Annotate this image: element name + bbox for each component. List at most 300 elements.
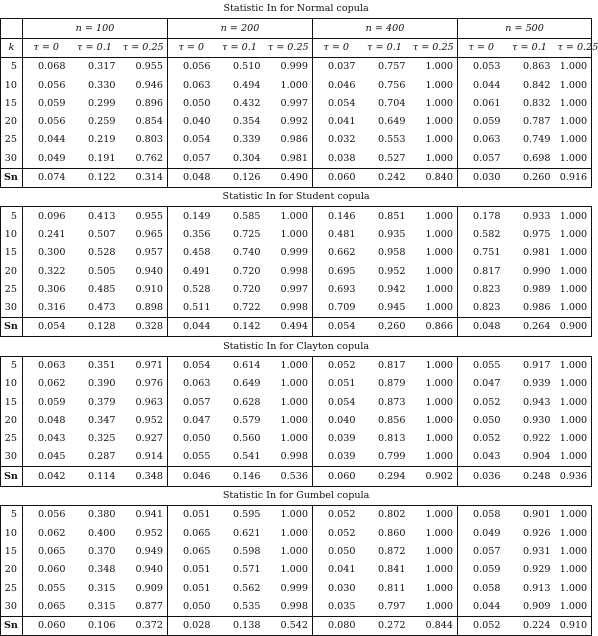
table-cell: 1.000 — [280, 414, 308, 426]
table-cell: 0.585 — [233, 210, 261, 222]
k-value: 25 — [1, 131, 23, 149]
table-cell: 0.823 — [458, 280, 505, 298]
table-cell: 0.817 — [458, 262, 505, 280]
table-cell: 0.050 — [168, 430, 215, 448]
table-cell: 0.330 — [88, 79, 116, 91]
table-cell: 0.061 — [458, 94, 505, 112]
table-cell: 0.976 — [135, 378, 163, 390]
k-value: 30 — [1, 149, 23, 168]
table-cell: 0.044 — [458, 598, 505, 617]
sn-cell: 0.060 — [313, 168, 360, 187]
table-cell: 0.040 — [313, 412, 360, 430]
table-row — [1, 524, 592, 542]
table-cell: 0.693 — [313, 280, 360, 298]
sn-cell: 0.900 — [555, 318, 592, 337]
sn-cell: 0.348 — [120, 467, 168, 486]
table-cell: 0.909 — [505, 598, 555, 617]
tau-header: τ = 0 — [458, 38, 505, 57]
table-cell: 0.998 — [280, 265, 308, 277]
table-cell: 1.000 — [555, 543, 592, 561]
table-row — [1, 448, 592, 467]
table-cell: 0.053 — [458, 57, 505, 76]
sn-cell: 0.028 — [168, 616, 215, 635]
table-cell: 0.356 — [168, 226, 215, 244]
table-cell: 0.802 — [378, 509, 406, 521]
table-cell: 0.178 — [458, 207, 505, 226]
table-cell: 0.325 — [88, 433, 116, 445]
table-cell: 1.000 — [280, 545, 308, 557]
sn-row — [1, 318, 592, 337]
table-cell: 0.056 — [168, 57, 215, 76]
sn-cell: 0.242 — [360, 168, 410, 187]
table-cell: 0.048 — [23, 412, 70, 430]
table-cell: 0.051 — [168, 506, 215, 525]
sn-cell: 0.044 — [168, 318, 215, 337]
k-value: 15 — [1, 244, 23, 262]
table-cell: 1.000 — [425, 228, 453, 240]
table-cell: 0.054 — [313, 393, 360, 411]
table-cell: 1.000 — [555, 524, 592, 542]
table-cell: 1.000 — [280, 228, 308, 240]
table-cell: 0.704 — [378, 97, 406, 109]
sn-cell: 0.054 — [23, 318, 70, 337]
section-title: Statistic In for Gumbel copula — [1, 486, 592, 505]
table-cell: 0.986 — [280, 134, 308, 146]
table-row — [1, 561, 592, 579]
table-row — [1, 598, 592, 617]
table-cell: 0.541 — [215, 448, 265, 467]
table-cell: 0.751 — [458, 244, 505, 262]
table-cell: 1.000 — [555, 244, 592, 262]
table-cell: 0.720 — [233, 283, 261, 295]
table-cell: 1.000 — [425, 283, 453, 295]
k-value: 20 — [1, 561, 23, 579]
k-value: 15 — [1, 543, 23, 561]
sn-cell: 0.122 — [70, 168, 120, 187]
table-cell: 0.942 — [378, 283, 406, 295]
table-cell: 1.000 — [425, 582, 453, 594]
tau-header: τ = 0.1 — [70, 38, 120, 57]
table-cell: 0.043 — [23, 430, 70, 448]
table-cell: 0.946 — [135, 79, 163, 91]
table-cell: 0.851 — [378, 210, 406, 222]
n-group-header-row — [1, 19, 592, 38]
table-cell: 0.817 — [378, 359, 406, 371]
table-cell: 1.000 — [410, 149, 458, 168]
table-cell: 1.000 — [425, 396, 453, 408]
table-cell: 1.000 — [555, 579, 592, 597]
table-cell: 0.354 — [233, 116, 261, 128]
sn-cell: 0.844 — [410, 616, 458, 635]
sn-cell: 0.224 — [505, 616, 555, 635]
sn-cell: 0.048 — [458, 318, 505, 337]
table-cell: 0.287 — [70, 448, 120, 467]
table-cell: 0.998 — [265, 299, 313, 318]
k-value: 30 — [1, 448, 23, 467]
k-value: 10 — [1, 76, 23, 94]
table-cell: 0.842 — [523, 79, 551, 91]
sn-cell: 0.146 — [215, 467, 265, 486]
table-cell: 0.059 — [458, 113, 505, 131]
table-cell: 0.315 — [88, 582, 116, 594]
table-cell: 0.709 — [313, 299, 360, 318]
k-value: 20 — [1, 113, 23, 131]
section-title: Statistic In for Normal copula — [1, 0, 592, 19]
table-cell: 0.505 — [88, 265, 116, 277]
sn-cell: 0.536 — [265, 467, 313, 486]
table-cell: 1.000 — [280, 509, 308, 521]
sn-label: Sn — [1, 616, 23, 635]
sn-label: Sn — [1, 467, 23, 486]
table-cell: 1.000 — [425, 210, 453, 222]
table-row — [1, 375, 592, 393]
sn-cell: 0.902 — [410, 467, 458, 486]
table-cell: 0.058 — [458, 579, 505, 597]
table-cell: 0.347 — [88, 414, 116, 426]
table-cell: 0.052 — [458, 430, 505, 448]
sn-cell: 0.372 — [120, 616, 168, 635]
table-cell: 0.986 — [505, 299, 555, 318]
tau-header: τ = 0.1 — [215, 38, 265, 57]
table-cell: 0.057 — [168, 393, 215, 411]
table-cell: 0.927 — [135, 433, 163, 445]
table-cell: 0.811 — [378, 582, 406, 594]
table-row — [1, 113, 592, 131]
table-cell: 0.348 — [88, 564, 116, 576]
table-cell: 0.582 — [458, 226, 505, 244]
table-cell: 1.000 — [425, 247, 453, 259]
table-cell: 1.000 — [280, 359, 308, 371]
table-cell: 0.041 — [313, 561, 360, 579]
table-cell: 0.720 — [233, 265, 261, 277]
table-cell: 0.560 — [233, 433, 261, 445]
table-cell: 0.055 — [168, 448, 215, 467]
table-cell: 0.045 — [23, 448, 70, 467]
table-cell: 1.000 — [425, 509, 453, 521]
table-cell: 0.527 — [360, 149, 410, 168]
k-value: 5 — [1, 506, 23, 525]
section-title-row — [1, 337, 592, 356]
table-cell: 0.062 — [23, 375, 70, 393]
table-cell: 0.040 — [168, 113, 215, 131]
k-value: 5 — [1, 57, 23, 76]
table-cell: 0.571 — [233, 564, 261, 576]
table-cell: 0.963 — [135, 396, 163, 408]
table-cell: 0.315 — [70, 598, 120, 617]
table-cell: 0.063 — [168, 76, 215, 94]
table-cell: 0.056 — [23, 113, 70, 131]
table-cell: 0.390 — [88, 378, 116, 390]
tau-header: τ = 0.25 — [555, 38, 592, 57]
table-cell: 0.063 — [168, 375, 215, 393]
table-cell: 0.813 — [378, 433, 406, 445]
table-cell: 0.068 — [23, 57, 70, 76]
table-cell: 0.191 — [70, 149, 120, 168]
table-cell: 0.054 — [168, 356, 215, 375]
table-cell: 0.649 — [378, 116, 406, 128]
table-row — [1, 430, 592, 448]
sn-cell: 0.060 — [23, 616, 70, 635]
k-value: 5 — [1, 207, 23, 226]
table-cell: 1.000 — [425, 61, 453, 73]
section-title-row — [1, 187, 592, 206]
table-cell: 0.059 — [23, 393, 70, 411]
table-cell: 0.050 — [313, 543, 360, 561]
table-cell: 0.473 — [70, 299, 120, 318]
table-cell: 0.941 — [135, 509, 163, 521]
table-row — [1, 356, 592, 375]
table-row — [1, 94, 592, 112]
sn-cell: 0.074 — [23, 168, 70, 187]
k-value: 10 — [1, 375, 23, 393]
table-cell: 0.872 — [378, 545, 406, 557]
table-cell: 0.981 — [523, 247, 551, 259]
table-cell: 0.535 — [215, 598, 265, 617]
sn-cell: 0.054 — [313, 318, 360, 337]
table-cell: 0.055 — [23, 579, 70, 597]
table-cell: 1.000 — [555, 412, 592, 430]
table-cell: 1.000 — [280, 527, 308, 539]
table-cell: 1.000 — [425, 414, 453, 426]
table-cell: 1.000 — [555, 76, 592, 94]
sn-cell: 0.490 — [265, 168, 313, 187]
tau-header: τ = 0 — [168, 38, 215, 57]
k-value: 25 — [1, 579, 23, 597]
sn-row — [1, 616, 592, 635]
sn-cell: 0.840 — [410, 168, 458, 187]
table-cell: 0.059 — [458, 561, 505, 579]
table-cell: 0.050 — [168, 598, 215, 617]
table-cell: 0.146 — [313, 207, 360, 226]
table-row — [1, 57, 592, 76]
table-cell: 0.939 — [523, 378, 551, 390]
sn-cell: 0.114 — [70, 467, 120, 486]
k-value: 15 — [1, 94, 23, 112]
sn-cell: 0.314 — [120, 168, 168, 187]
table-cell: 0.943 — [523, 396, 551, 408]
table-row — [1, 412, 592, 430]
table-cell: 0.507 — [88, 228, 116, 240]
table-cell: 0.241 — [23, 226, 70, 244]
tau-header-row — [1, 38, 592, 57]
sn-cell: 0.272 — [360, 616, 410, 635]
table-cell: 0.823 — [458, 299, 505, 318]
table-cell: 0.041 — [313, 113, 360, 131]
table-cell: 0.860 — [378, 527, 406, 539]
table-cell: 0.032 — [313, 131, 360, 149]
table-cell: 0.058 — [458, 506, 505, 525]
table-cell: 0.059 — [23, 94, 70, 112]
table-cell: 0.989 — [523, 283, 551, 295]
table-cell: 1.000 — [425, 134, 453, 146]
table-cell: 0.965 — [135, 228, 163, 240]
table-cell: 0.047 — [458, 375, 505, 393]
table-cell: 1.000 — [425, 116, 453, 128]
table-cell: 0.306 — [23, 280, 70, 298]
table-cell: 0.528 — [88, 247, 116, 259]
table-cell: 0.339 — [233, 134, 261, 146]
table-cell: 0.511 — [168, 299, 215, 318]
table-cell: 0.051 — [168, 579, 215, 597]
table-cell: 0.904 — [505, 448, 555, 467]
table-cell: 0.997 — [280, 97, 308, 109]
sn-cell: 0.264 — [505, 318, 555, 337]
table-cell: 0.065 — [23, 598, 70, 617]
table-cell: 0.952 — [135, 527, 163, 539]
table-cell: 1.000 — [555, 598, 592, 617]
table-cell: 0.317 — [88, 61, 116, 73]
table-cell: 1.000 — [425, 265, 453, 277]
table-cell: 0.756 — [378, 79, 406, 91]
table-cell: 0.998 — [265, 448, 313, 467]
sn-cell: 0.542 — [265, 616, 313, 635]
k-header: k — [1, 38, 23, 57]
tau-header: τ = 0 — [23, 38, 70, 57]
table-cell: 0.052 — [313, 506, 360, 525]
table-cell: 0.259 — [88, 116, 116, 128]
table-cell: 1.000 — [410, 448, 458, 467]
table-cell: 0.065 — [168, 524, 215, 542]
table-cell: 0.922 — [523, 433, 551, 445]
sn-cell: 0.916 — [555, 168, 592, 187]
n-group-header: n = 500 — [458, 19, 592, 38]
table-cell: 1.000 — [555, 448, 592, 467]
k-value: 15 — [1, 393, 23, 411]
table-cell: 0.952 — [135, 414, 163, 426]
table-cell: 0.992 — [280, 116, 308, 128]
table-cell: 1.000 — [425, 433, 453, 445]
table-cell: 0.047 — [168, 412, 215, 430]
table-cell: 0.370 — [88, 545, 116, 557]
table-cell: 0.981 — [265, 149, 313, 168]
table-cell: 1.000 — [280, 210, 308, 222]
n-group-header: n = 400 — [313, 19, 458, 38]
table-cell: 0.955 — [135, 61, 163, 73]
table-cell: 0.039 — [313, 448, 360, 467]
sn-cell: 0.042 — [23, 467, 70, 486]
table-cell: 1.000 — [425, 378, 453, 390]
table-cell: 0.065 — [23, 543, 70, 561]
table-cell: 0.997 — [280, 283, 308, 295]
sn-cell: 0.030 — [458, 168, 505, 187]
sn-cell: 0.060 — [313, 467, 360, 486]
sn-cell: 0.248 — [505, 467, 555, 486]
table-cell: 0.957 — [135, 247, 163, 259]
table-cell: 0.300 — [23, 244, 70, 262]
table-cell: 0.863 — [523, 61, 551, 73]
table-cell: 0.044 — [458, 76, 505, 94]
sn-cell: 0.328 — [120, 318, 168, 337]
table-cell: 0.054 — [168, 131, 215, 149]
table-cell: 0.933 — [523, 210, 551, 222]
table-cell: 0.896 — [135, 97, 163, 109]
n-group-header: n = 100 — [23, 19, 168, 38]
table-cell: 0.057 — [168, 149, 215, 168]
table-cell: 0.856 — [378, 414, 406, 426]
sn-cell: 0.866 — [410, 318, 458, 337]
table-cell: 0.149 — [168, 207, 215, 226]
sn-cell: 0.142 — [215, 318, 265, 337]
sn-cell: 0.126 — [215, 168, 265, 187]
table-cell: 0.037 — [313, 57, 360, 76]
section-title: Statistic In for Student copula — [1, 187, 592, 206]
k-value: 20 — [1, 262, 23, 280]
table-cell: 0.841 — [378, 564, 406, 576]
table-row — [1, 131, 592, 149]
table-cell: 0.945 — [360, 299, 410, 318]
table-cell: 0.316 — [23, 299, 70, 318]
table-cell: 0.553 — [378, 134, 406, 146]
table-cell: 1.000 — [555, 393, 592, 411]
table-cell: 1.000 — [555, 149, 592, 168]
table-cell: 1.000 — [425, 79, 453, 91]
table-body — [1, 0, 598, 636]
table-cell: 0.432 — [233, 97, 261, 109]
table-cell: 0.299 — [88, 97, 116, 109]
section-title: Statistic In for Clayton copula — [1, 337, 592, 356]
table-cell: 0.971 — [135, 359, 163, 371]
table-cell: 0.931 — [523, 545, 551, 557]
table-cell: 0.063 — [23, 356, 70, 375]
table-row — [1, 262, 592, 280]
table-cell: 0.052 — [313, 524, 360, 542]
table-cell: 0.999 — [280, 582, 308, 594]
table-cell: 1.000 — [555, 280, 592, 298]
table-cell: 0.044 — [23, 131, 70, 149]
table-cell: 1.000 — [425, 97, 453, 109]
table-cell: 0.052 — [458, 393, 505, 411]
table-cell: 0.926 — [523, 527, 551, 539]
table-cell: 0.910 — [135, 283, 163, 295]
table-cell: 0.051 — [313, 375, 360, 393]
k-value: 30 — [1, 299, 23, 318]
table-cell: 0.043 — [458, 448, 505, 467]
sn-cell: 0.294 — [360, 467, 410, 486]
table-cell: 0.322 — [23, 262, 70, 280]
table-cell: 0.952 — [378, 265, 406, 277]
table-cell: 1.000 — [425, 359, 453, 371]
table-cell: 0.060 — [23, 561, 70, 579]
table-cell: 0.999 — [280, 61, 308, 73]
table-cell: 0.056 — [23, 506, 70, 525]
table-cell: 0.949 — [135, 545, 163, 557]
table-cell: 0.990 — [523, 265, 551, 277]
table-cell: 0.757 — [378, 61, 406, 73]
sn-cell: 0.036 — [458, 467, 505, 486]
table-cell: 0.595 — [233, 509, 261, 521]
table-row — [1, 393, 592, 411]
table-cell: 1.000 — [280, 564, 308, 576]
table-cell: 0.935 — [378, 228, 406, 240]
sn-cell: 0.260 — [360, 318, 410, 337]
table-cell: 0.458 — [168, 244, 215, 262]
table-cell: 0.491 — [168, 262, 215, 280]
table-cell: 1.000 — [425, 545, 453, 557]
table-cell: 0.379 — [88, 396, 116, 408]
table-cell: 0.380 — [88, 509, 116, 521]
tau-header: τ = 0.1 — [360, 38, 410, 57]
table-cell: 0.930 — [523, 414, 551, 426]
tau-header: τ = 0.25 — [265, 38, 313, 57]
table-cell: 0.929 — [523, 564, 551, 576]
table-cell: 0.787 — [523, 116, 551, 128]
sn-cell: 0.260 — [505, 168, 555, 187]
table-cell: 0.909 — [135, 582, 163, 594]
table-row — [1, 76, 592, 94]
sn-cell: 0.910 — [555, 616, 592, 635]
table-row — [1, 149, 592, 168]
table-cell: 1.000 — [555, 356, 592, 375]
